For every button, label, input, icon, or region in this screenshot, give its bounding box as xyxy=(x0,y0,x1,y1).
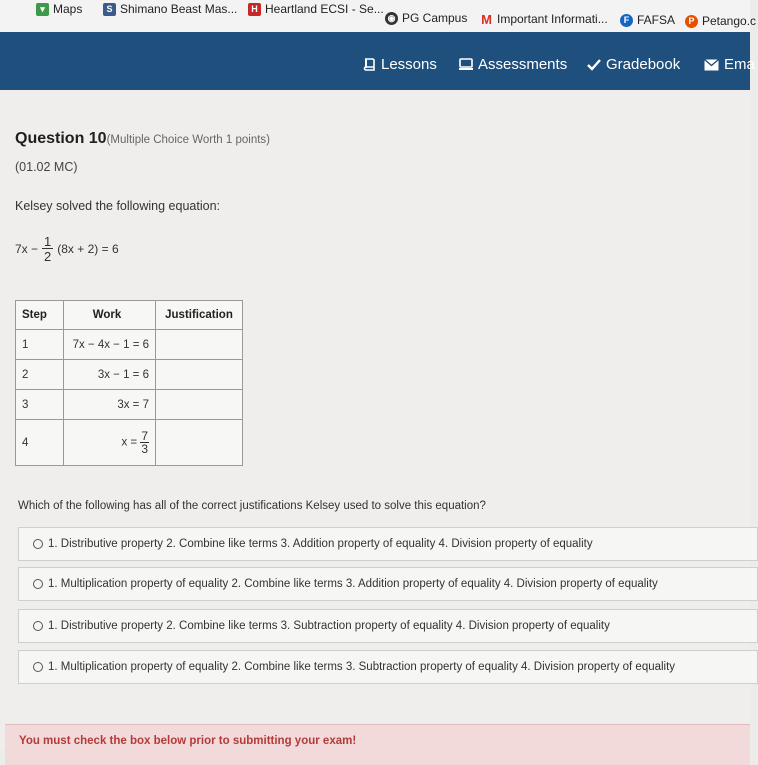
top-navbar xyxy=(0,32,755,90)
justification-cell xyxy=(156,330,243,360)
justification-cell xyxy=(156,420,243,466)
pg-campus-icon: ◉ xyxy=(385,12,398,25)
header-step: Step xyxy=(16,301,64,330)
equation-lhs: 7x − xyxy=(15,242,39,256)
petango-icon: P xyxy=(685,15,698,28)
table-row xyxy=(16,360,243,390)
bookmark-label: Important Informati... xyxy=(497,12,608,26)
nav-gradebook-label: Gradebook xyxy=(606,56,681,73)
gmail-icon: M xyxy=(481,11,492,27)
work-cell: 7x − 4x − 1 = 6 xyxy=(64,330,156,360)
bookmark-heartland[interactable] xyxy=(248,2,384,16)
fraction-denominator: 3 xyxy=(141,442,148,456)
table-header-row xyxy=(16,301,243,330)
radio-button[interactable] xyxy=(33,539,43,549)
fraction-numerator: 7 xyxy=(141,429,148,443)
book-icon xyxy=(363,58,376,71)
fafsa-icon: F xyxy=(620,14,633,27)
solution-table xyxy=(15,300,243,466)
submit-warning-text: You must check the box below prior to submitting your exam! xyxy=(19,735,357,747)
work-cell: 3x − 1 = 6 xyxy=(64,360,156,390)
bookmark-fafsa[interactable] xyxy=(620,13,675,27)
submit-warning-banner xyxy=(5,724,750,765)
option-label: 1. Multiplication property of equality 2. Combine like terms 3. Subtraction property of equality 4. Division property of equality xyxy=(48,661,676,673)
nav-gradebook[interactable] xyxy=(587,56,680,73)
work-cell: 3x = 7 xyxy=(64,390,156,420)
fraction-denominator: 2 xyxy=(44,249,52,264)
answer-option-4[interactable] xyxy=(18,650,758,684)
step-number: 1 xyxy=(16,330,64,360)
question-title xyxy=(15,130,270,148)
nav-lessons-label: Lessons xyxy=(381,56,437,73)
question-code: (01.02 MC) xyxy=(15,160,78,174)
fraction-numerator: 1 xyxy=(44,234,52,249)
bookmark-label: Petango.c xyxy=(702,14,757,28)
step-number: 4 xyxy=(16,420,64,466)
option-label: 1. Multiplication property of equality 2. Combine like terms 3. Addition property of equality 4. Division property of equality xyxy=(48,578,658,590)
heartland-icon: H xyxy=(248,3,261,16)
nav-email-label: Ema xyxy=(724,56,755,73)
justification-cell xyxy=(156,390,243,420)
question-number: Question 10 xyxy=(15,130,107,147)
bookmark-important-info[interactable] xyxy=(480,12,608,26)
bookmark-label: Heartland ECSI - Se... xyxy=(265,2,384,16)
step-number: 2 xyxy=(16,360,64,390)
equation-fraction xyxy=(42,235,53,263)
equation xyxy=(15,235,119,263)
radio-button[interactable] xyxy=(33,621,43,631)
nav-lessons[interactable] xyxy=(363,56,437,73)
work-cell xyxy=(64,420,156,466)
nav-email[interactable] xyxy=(704,56,755,73)
bookmark-petango[interactable] xyxy=(685,14,756,28)
work-prefix: x = xyxy=(121,436,138,449)
question-panel xyxy=(0,90,750,750)
table-row xyxy=(16,420,243,466)
nav-assessments[interactable] xyxy=(459,56,567,73)
table-row xyxy=(16,390,243,420)
table-row xyxy=(16,330,243,360)
header-work: Work xyxy=(64,301,156,330)
answer-option-2[interactable] xyxy=(18,567,758,601)
justification-cell xyxy=(156,360,243,390)
question-text: Kelsey solved the following equation: xyxy=(15,199,220,213)
radio-button[interactable] xyxy=(33,662,43,672)
question-worth: (Multiple Choice Worth 1 points) xyxy=(106,134,270,146)
bookmarks-bar xyxy=(0,0,757,33)
maps-icon: ▾ xyxy=(36,3,49,16)
option-label: 1. Distributive property 2. Combine like terms 3. Addition property of equality 4. Division property of equality xyxy=(48,538,593,550)
shimano-icon: S xyxy=(103,3,116,16)
bookmark-pg-campus[interactable] xyxy=(385,11,467,25)
bookmark-label: FAFSA xyxy=(637,13,676,27)
bookmark-shimano[interactable] xyxy=(103,2,237,16)
equation-rhs: (8x + 2) = 6 xyxy=(57,242,119,256)
envelope-icon xyxy=(704,59,719,71)
monitor-icon xyxy=(459,58,473,71)
bookmark-maps[interactable] xyxy=(36,2,82,16)
header-justification: Justification xyxy=(156,301,243,330)
bookmark-label: Shimano Beast Mas... xyxy=(120,2,238,16)
work-fraction xyxy=(140,430,149,455)
checkmark-icon xyxy=(587,59,601,71)
nav-assessments-label: Assessments xyxy=(478,56,568,73)
radio-button[interactable] xyxy=(33,579,43,589)
step-number: 3 xyxy=(16,390,64,420)
option-label: 1. Distributive property 2. Combine like terms 3. Subtraction property of equality 4. Division property of equality xyxy=(48,620,610,632)
bookmark-label: Maps xyxy=(53,2,83,16)
bookmark-label: PG Campus xyxy=(402,11,468,25)
answer-option-3[interactable] xyxy=(18,609,758,643)
answer-option-1[interactable] xyxy=(18,527,758,561)
answer-prompt: Which of the following has all of the correct justifications Kelsey used to solve this equation? xyxy=(18,500,486,512)
